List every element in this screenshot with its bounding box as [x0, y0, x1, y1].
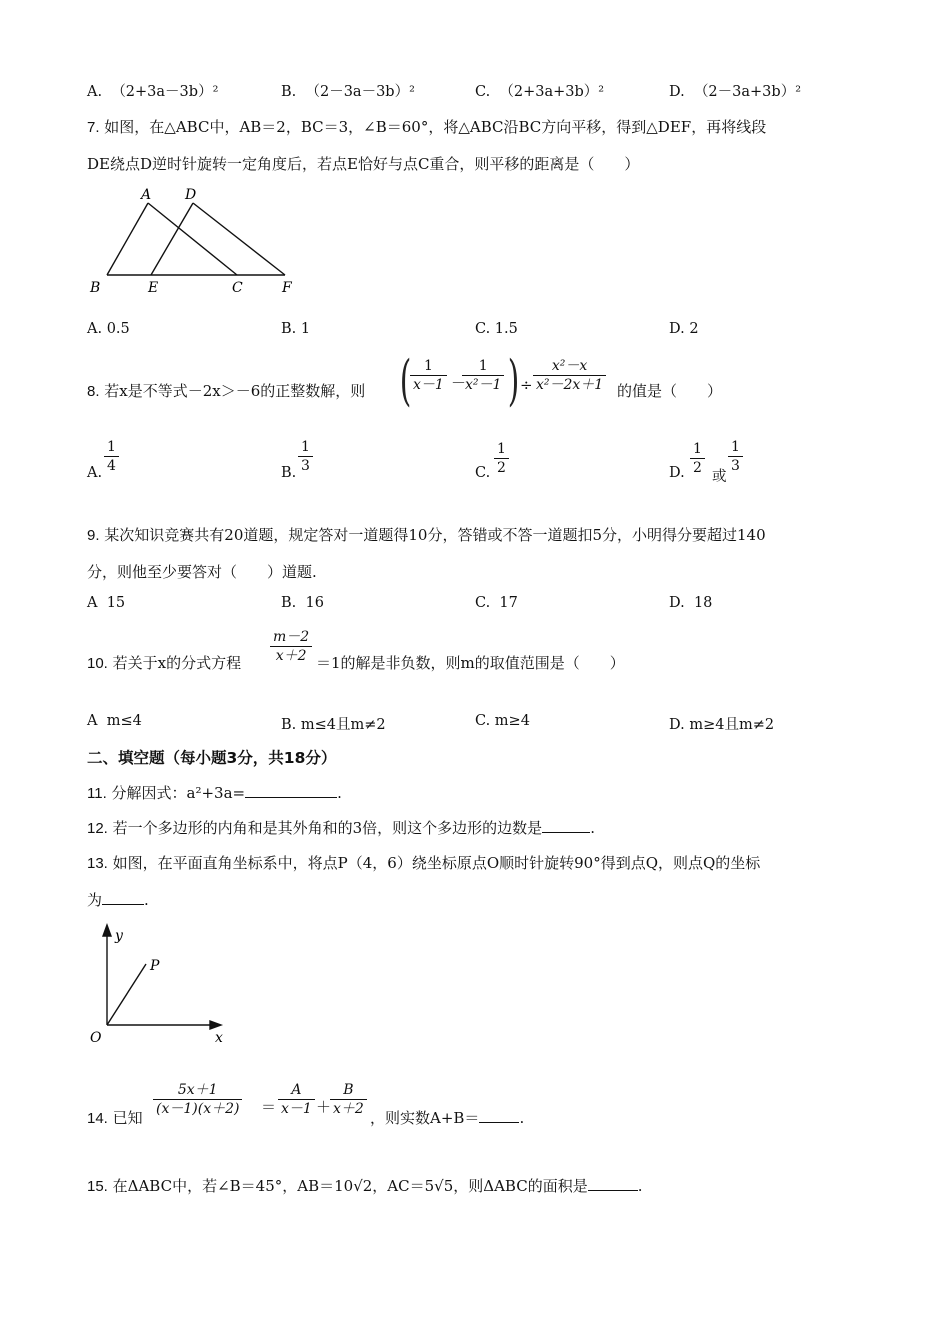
q14-b-fraction: B x＋2	[330, 1081, 367, 1118]
segment-df	[193, 203, 285, 275]
q13-answer-blank[interactable]	[102, 890, 144, 905]
q8-option-c-label: C.	[475, 465, 491, 481]
q8-option-a-fraction: 1 4	[104, 438, 119, 475]
y-axis-arrow	[103, 925, 111, 936]
q13-line1: 13. 如图，在平面直角坐标系中，将点P（4，6）绕坐标原点O顺时针旋转90°得到点Q，则点Q的坐标	[87, 854, 761, 872]
q9-option-b: B. 16	[281, 595, 324, 611]
q8-fraction-2: 1 x²－1	[462, 357, 504, 394]
label-o: O	[90, 1030, 102, 1046]
segment-ba	[107, 203, 148, 275]
q15: 15. 在ΔABC中，若∠B＝45°，AB＝10√2，AC＝5√5，则ΔABC的面积是 .	[87, 1177, 643, 1195]
q8-minus: －	[451, 374, 467, 392]
section-title: 二、填空题（每小题3分，共18分）	[87, 749, 337, 767]
q7-option-b: B. 1	[281, 321, 311, 337]
q10-suffix: ＝1的解是非负数，则m的取值范围是（ ）	[316, 654, 625, 672]
label-e: E	[148, 280, 159, 296]
q9-line2: 分，则他至少要答对（ ）道题.	[87, 563, 317, 581]
segment-ac	[148, 203, 237, 275]
q7-line2: DE绕点D逆时针旋转一定角度后，若点E恰好与点C重合，则平移的距离是（ ）	[87, 155, 640, 173]
q13-line2: 为 .	[87, 891, 149, 909]
q8-option-b-label: B.	[281, 465, 297, 481]
q8-option-c-fraction: 1 2	[494, 440, 509, 477]
q8-suffix: 的值是（ ）	[617, 382, 723, 400]
q12-answer-blank[interactable]	[542, 818, 590, 833]
q11-answer-blank[interactable]	[245, 783, 337, 798]
label-f: F	[282, 280, 292, 296]
q8-option-d-or: 或	[712, 469, 727, 485]
q10-option-b: B. m≤4且m≠2	[281, 717, 386, 733]
q14-a-fraction: A x－1	[278, 1081, 315, 1118]
q10-option-d: D. m≥4且m≠2	[669, 717, 775, 733]
q6-option-d: D. （2－3a+3b）²	[669, 84, 802, 100]
q14-suffix: ，则实数A+B＝ .	[370, 1109, 525, 1127]
q6-option-c: C. （2+3a+3b）²	[475, 84, 605, 100]
q15-answer-blank[interactable]	[588, 1176, 638, 1191]
q8-prefix: 8. 若x是不等式－2x＞－6的正整数解，则	[87, 382, 366, 400]
q12: 12. 若一个多边形的内角和是其外角和的3倍，则这个多边形的边数是 .	[87, 819, 595, 837]
q11: 11. 分解因式：a²+3a= .	[87, 784, 342, 802]
q9-option-d: D. 18	[669, 595, 713, 611]
q7-option-c: C. 1.5	[475, 321, 518, 337]
q10-fraction: m－2 x＋2	[270, 628, 312, 665]
q8-option-d-fraction-1: 1 2	[690, 440, 705, 477]
q8-divide: ÷	[520, 376, 533, 394]
q13-coordinate-figure	[85, 920, 235, 1050]
q14-equals: ＝	[261, 1098, 277, 1116]
q14-lhs-fraction: 5x＋1 (x－1)(x＋2)	[153, 1081, 242, 1118]
q7-line1: 7. 如图，在△ABC中，AB＝2，BC＝3，∠B＝60°，将△ABC沿BC方向平移，得到△DEF，再将线段	[87, 118, 767, 136]
label-b: B	[90, 280, 101, 296]
x-axis-arrow	[210, 1021, 221, 1029]
q9-option-c: C. 17	[475, 595, 518, 611]
q10-prefix: 10. 若关于x的分式方程	[87, 654, 242, 672]
q8-option-d-label: D.	[669, 465, 685, 481]
q14-plus: ＋	[316, 1098, 332, 1116]
q10-option-c: C. m≥4	[475, 713, 530, 729]
q7-option-a: A. 0.5	[87, 321, 130, 337]
label-y: y	[115, 928, 123, 944]
q8-option-a-label: A.	[87, 465, 103, 481]
label-c: C	[232, 280, 243, 296]
q8-option-d-fraction-2: 1 3	[728, 438, 743, 475]
segment-ed	[151, 203, 193, 275]
q7-triangle-figure	[85, 183, 305, 298]
q14-prefix: 14. 已知	[87, 1109, 143, 1127]
segment-op	[107, 964, 146, 1025]
q6-option-b: B. （2－3a－3b）²	[281, 84, 415, 100]
label-d: D	[185, 187, 197, 203]
q14-answer-blank[interactable]	[479, 1108, 519, 1123]
q10-option-a: A m≤4	[87, 713, 142, 729]
q8-option-b-fraction: 1 3	[298, 438, 313, 475]
label-a: A	[141, 187, 152, 203]
q8-fraction-3: x²－x x²－2x＋1	[533, 357, 606, 394]
q8-left-paren: (	[399, 349, 412, 412]
q8-fraction-1: 1 x－1	[410, 357, 447, 394]
q6-option-a: A. （2+3a－3b）²	[87, 84, 219, 100]
q9-option-a: A 15	[87, 595, 126, 611]
label-x: x	[215, 1030, 223, 1046]
label-p: P	[150, 958, 160, 974]
q9-line1: 9. 某次知识竞赛共有20道题，规定答对一道题得10分，答错或不答一道题扣5分，小明得分要超过140	[87, 526, 766, 544]
q8-right-paren: )	[507, 349, 520, 412]
q7-option-d: D. 2	[669, 321, 699, 337]
